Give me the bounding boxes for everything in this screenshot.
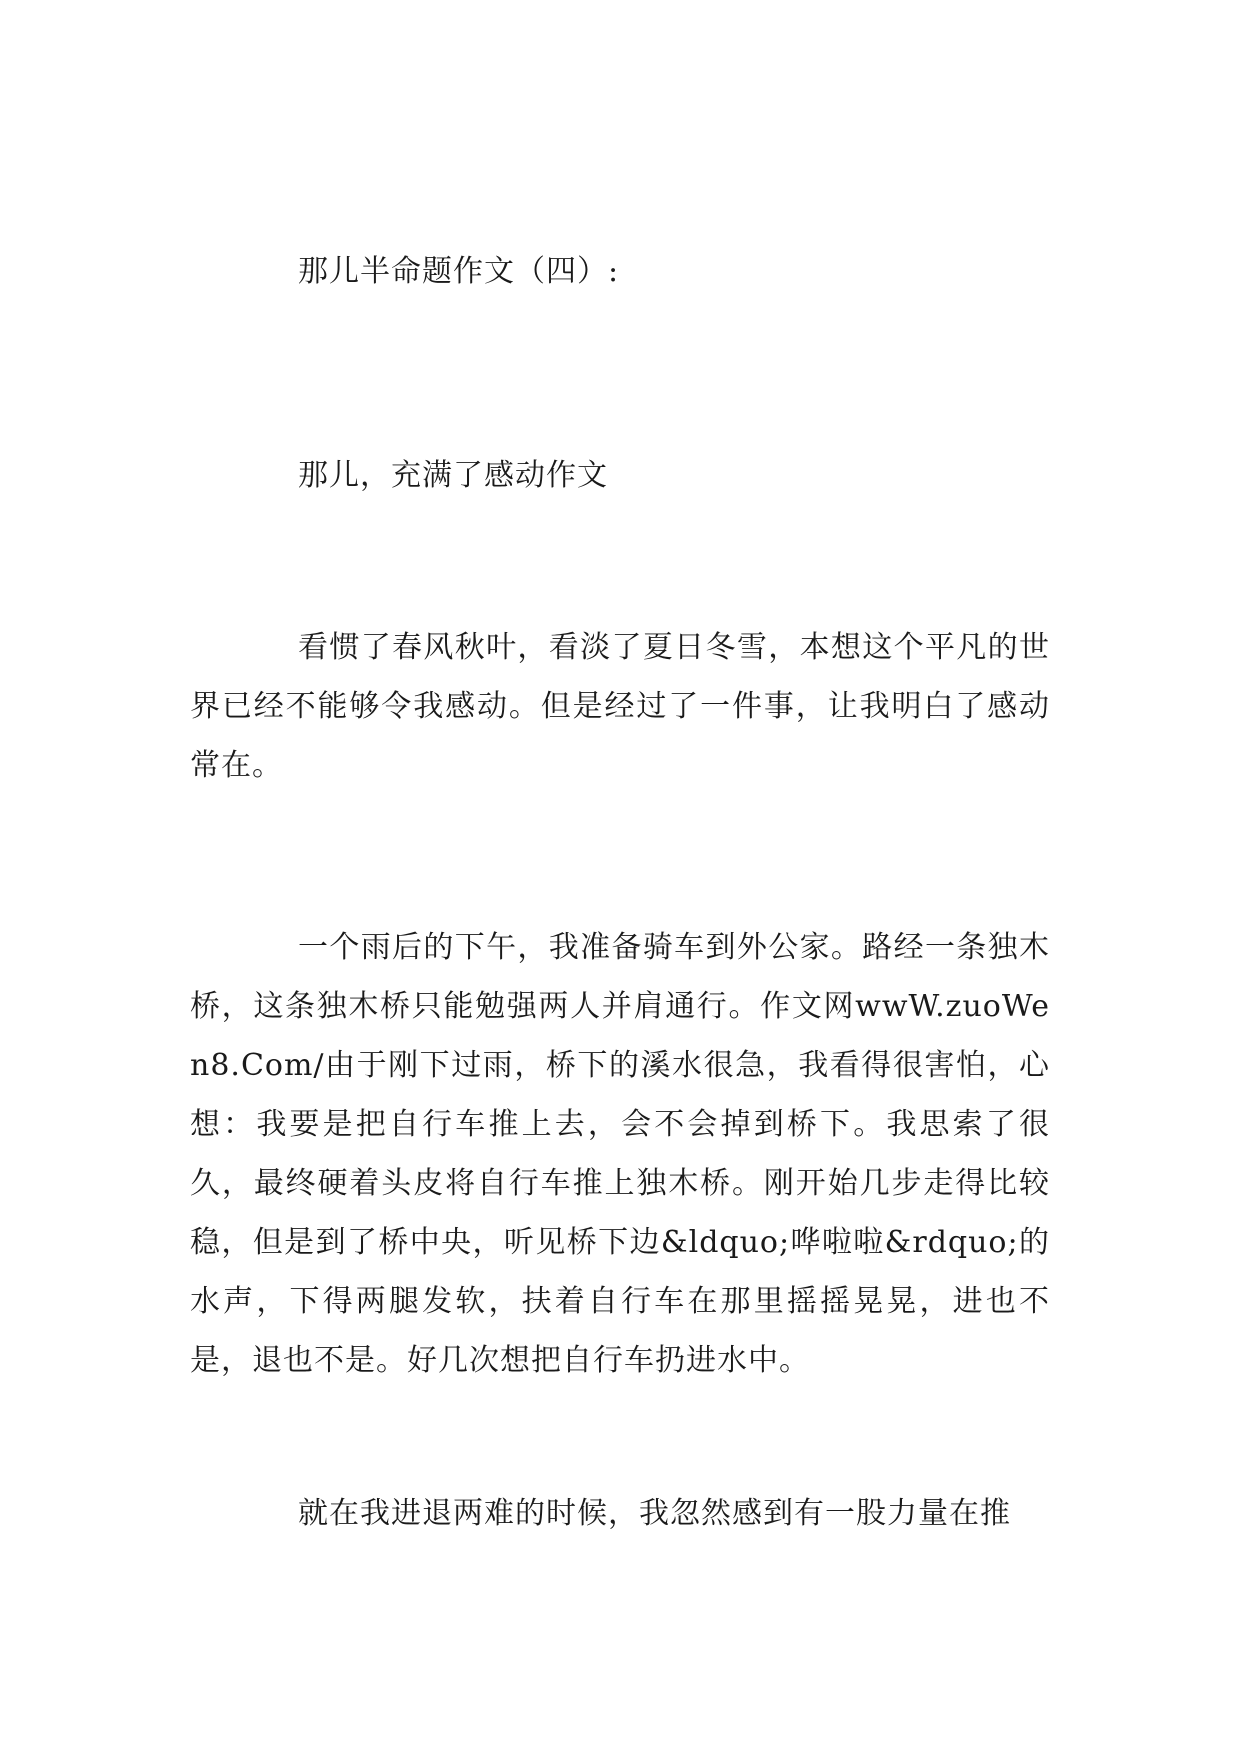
- paragraph-1: 看惯了春风秋叶，看淡了夏日冬雪，本想这个平凡的世界已经不能够令我感动。但是经过了一件事，让我明白了感动常在。: [190, 630, 1050, 783]
- section-heading: 那儿半命题作文（四）:: [298, 254, 620, 289]
- paragraph-2: 一个雨后的下午，我准备骑车到外公家。路经一条独木桥，这条独木桥只能勉强两人并肩通行。作文网wwW.zuoWen8.Com/由于刚下过雨，桥下的溪水很急，我看得很害怕，心想：我要是把自行车推上去，会不会掉到桥下。我思索了很久，最终硬着头皮将自行车推上独木桥。刚开始几步走得比较稳，但是到了桥中央，听见桥下边&ldquo;哗啦啦&rdquo;的水声，下得两腿发软，扶着自行车在那里摇摇晃晃，进也不是，退也不是。好几次想把自行车扔进水中。: [190, 930, 1050, 1378]
- essay-title: 那儿，充满了感动作文: [298, 458, 608, 493]
- paragraph-3: 就在我进退两难的时候，我忽然感到有一股力量在推: [298, 1496, 1011, 1531]
